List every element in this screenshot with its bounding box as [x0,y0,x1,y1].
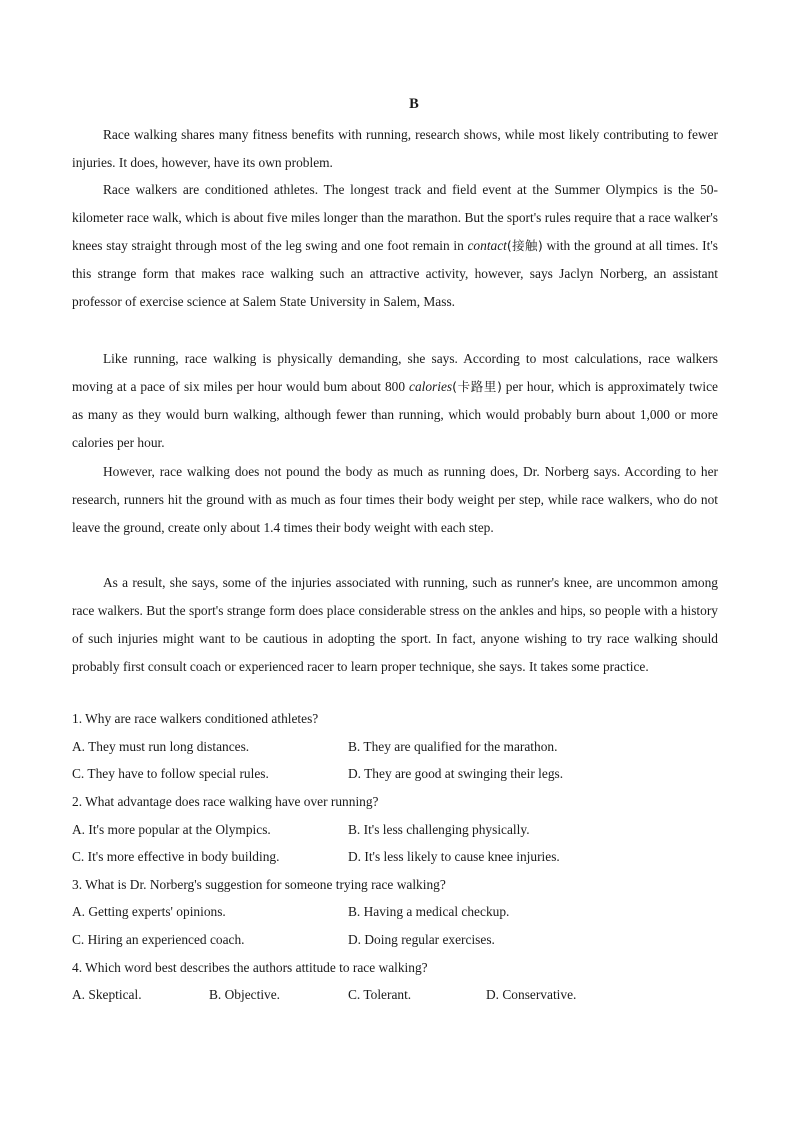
paragraph-5: As a result, she says, some of the injuries associated with running, such as runner's knee, are uncommon among race walkers. But the sport's strange form does place considerable stress on the ankles and hips, so people with a history of such injuries might want to be cautious in adopting the sport. In fact, anyone wishing to try race walking should probably first consult coach or experienced racer to learn proper technique, she says. It takes some practice. [72,575,718,674]
paragraph-1: Race walking shares many fitness benefits with running, research shows, while most likely contributing to fewer injuries. It does, however, have its own problem. [72,127,718,170]
question-2-option-d: D. It's less likely to cause knee injuries. [348,849,560,864]
question-1-option-d: D. They are good at swinging their legs. [348,766,564,781]
question-3-option-a: A. Getting experts' opinions. [72,904,226,919]
question-4-option-d: D. Conservative. [486,987,577,1002]
gloss-contact: (接触) [506,237,543,253]
section-title: B [409,96,419,112]
question-4-option-b: B. Objective. [209,987,281,1002]
glossed-term-contact: contact [467,237,507,253]
paragraph-3-text-before: Like running, race walking is physically demanding, she says. According to most calculations, race walkers moving at a pace of six miles per hour would bum about 800 [72,351,718,394]
paragraph-2 [72,176,718,316]
paragraph-4: However, race walking does not pound the body as much as running does, Dr. Norberg says. According to her research, runners hit the ground with as much as four times their body weight per step, while race walkers, who do not leave the ground, create only about 1.4 times their body weight with each step. [72,464,718,535]
question-2-stem: 2. What advantage does race walking have over running? [72,794,379,809]
question-4-stem: 4. Which word best describes the authors attitude to race walking? [72,960,428,975]
question-4-option-a: A. Skeptical. [72,987,142,1002]
glossed-term-calories: calories [409,378,453,394]
question-1-option-a: A. They must run long distances. [72,739,250,754]
question-3-option-d: D. Doing regular exercises. [348,932,495,947]
question-1-option-c: C. They have to follow special rules. [72,766,269,781]
question-3-option-c: C. Hiring an experienced coach. [72,932,245,947]
question-2-option-b: B. It's less challenging physically. [348,822,530,837]
question-2-option-a: A. It's more popular at the Olympics. [72,822,271,837]
question-4-option-c: C. Tolerant. [348,987,412,1002]
question-2-option-c: C. It's more effective in body building. [72,849,280,864]
gloss-calories: (卡路里) [452,378,502,394]
question-1-stem: 1. Why are race walkers conditioned athletes? [72,711,319,726]
paragraph-3-text-after: per hour, which is approximately twice as many as they would burn walking, although fewer than running, which would probably burn about 1,000 or more calories per hour. [72,378,718,450]
paragraph-2-text-before: Race walkers are conditioned athletes. The longest track and field event at the Summer Olympics is the 50-kilometer race walk, which is about five miles longer than the marathon. But the sport's rules require that a race walker's knees stay straight through most of the leg swing and one foot remain in [72,182,718,253]
question-3-option-b: B. Having a medical checkup. [348,904,510,919]
question-3-stem: 3. What is Dr. Norberg's suggestion for someone trying race walking? [72,877,446,892]
question-1-option-b: B. They are qualified for the marathon. [348,739,558,754]
paragraph-3 [72,345,718,457]
paragraph-2-text-after: with the ground at all times. It's this strange form that makes race walking such an attractive activity, however, says Jaclyn Norberg, an assistant professor of exercise science at Salem State University in Salem, Mass. [72,237,718,309]
